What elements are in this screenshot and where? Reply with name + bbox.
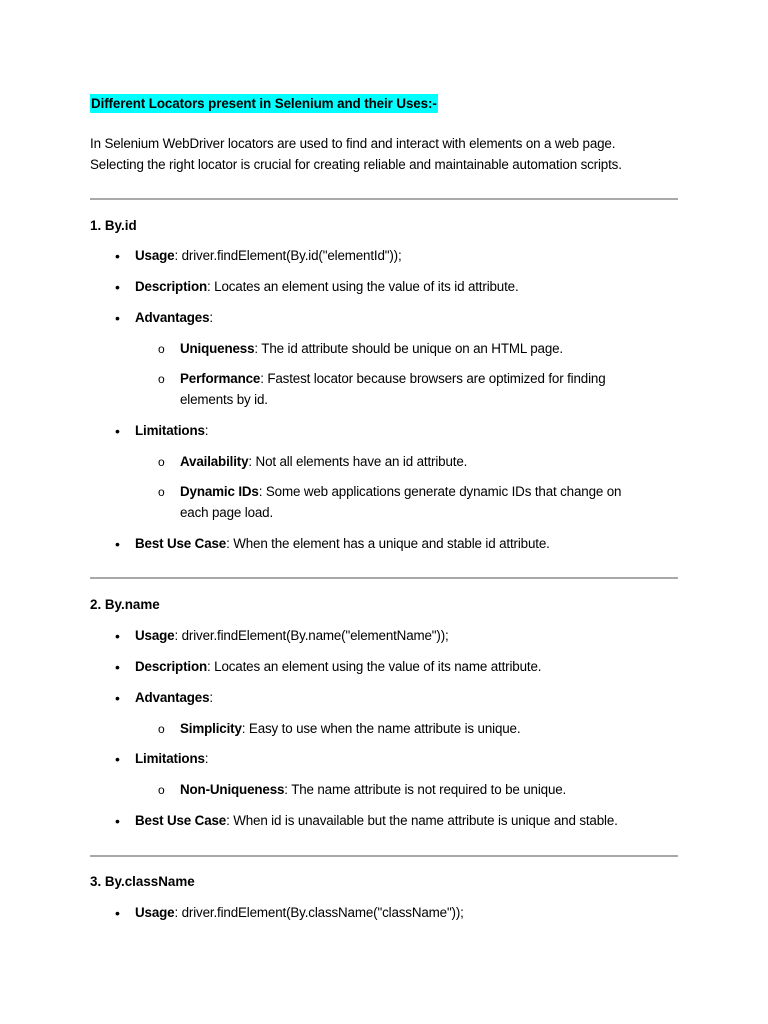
- divider: [90, 855, 678, 857]
- sub-bullet-icon: o: [158, 342, 165, 356]
- section-heading-by-name: 2. By.name: [90, 597, 160, 612]
- bullet-icon: •: [115, 248, 120, 264]
- item-text: : Not all elements have an id attribute.: [248, 454, 468, 469]
- item-colon: :: [204, 423, 209, 438]
- sub-bullet-icon: o: [158, 455, 165, 469]
- intro-paragraph: [90, 134, 690, 175]
- item-colon: :: [209, 310, 213, 325]
- bullet-icon: •: [115, 905, 120, 921]
- sub-bullet-icon: o: [158, 722, 165, 736]
- sub-bullet-icon: o: [158, 783, 165, 797]
- item-text: : Locates an element using the value of its name attribute.: [207, 659, 542, 674]
- bullet-icon: •: [115, 751, 120, 767]
- bullet-icon: •: [115, 423, 120, 439]
- item-label: Dynamic IDs: [180, 484, 259, 499]
- item-label: Limitations: [135, 423, 205, 438]
- item-text: : When id is unavailable but the name attribute is unique and stable.: [226, 813, 618, 828]
- item-label: Performance: [180, 371, 261, 386]
- item-label: Best Use Case: [135, 813, 227, 828]
- title-container: [90, 94, 438, 113]
- item-label: Best Use Case: [135, 536, 227, 551]
- item-colon: :: [204, 751, 209, 766]
- item-text: : The name attribute is not required to be unique.: [284, 782, 567, 797]
- item-label: Description: [135, 279, 208, 294]
- intro-line-2: Selecting the right locator is crucial for creating reliable and maintainable automation scripts.: [90, 156, 622, 172]
- bullet-icon: •: [115, 310, 120, 326]
- document-title: Different Locators present in Selenium and their Uses:-: [91, 96, 437, 111]
- bullet-icon: •: [115, 813, 120, 829]
- item-label: Advantages: [135, 310, 210, 325]
- item-text: : Easy to use when the name attribute is unique.: [241, 721, 521, 736]
- item-text: : driver.findElement(By.id("elementId"));: [174, 248, 402, 263]
- bullet-icon: •: [115, 690, 120, 706]
- item-label: Availability: [180, 454, 249, 469]
- item-text: : Some web applications generate dynamic IDs that change on each page load.: [180, 484, 622, 520]
- intro-line-1: In Selenium WebDriver locators are used to find and interact with elements on a web page.: [90, 136, 616, 151]
- item-text: : Locates an element using the value of its id attribute.: [207, 279, 519, 294]
- item-label: Simplicity: [180, 721, 242, 736]
- item-text: : The id attribute should be unique on an HTML page.: [254, 341, 563, 356]
- bullet-icon: •: [115, 628, 120, 644]
- item-label: Description: [135, 659, 208, 674]
- sub-bullet-icon: o: [158, 372, 165, 386]
- item-text: : When the element has a unique and stable id attribute.: [226, 536, 550, 551]
- divider: [90, 198, 678, 200]
- item-text: : driver.findElement(By.className("className"));: [174, 905, 464, 920]
- section-heading-by-classname: 3. By.className: [90, 874, 195, 889]
- item-label: Advantages: [135, 690, 210, 705]
- sub-bullet-icon: o: [158, 485, 165, 499]
- item-label: Non-Uniqueness: [180, 782, 285, 797]
- bullet-icon: •: [115, 536, 120, 552]
- item-text: : driver.findElement(By.name("elementName"));: [174, 628, 449, 643]
- item-label: Usage: [135, 248, 175, 263]
- item-label: Usage: [135, 905, 175, 920]
- item-colon: :: [209, 690, 213, 705]
- bullet-icon: •: [115, 659, 120, 675]
- bullet-icon: •: [115, 279, 120, 295]
- divider: [90, 577, 678, 579]
- item-label: Limitations: [135, 751, 205, 766]
- section-heading-by-id: 1. By.id: [90, 218, 137, 233]
- item-label: Uniqueness: [180, 341, 255, 356]
- item-text: : Fastest locator because browsers are optimized for finding elements by id.: [180, 371, 606, 407]
- item-label: Usage: [135, 628, 175, 643]
